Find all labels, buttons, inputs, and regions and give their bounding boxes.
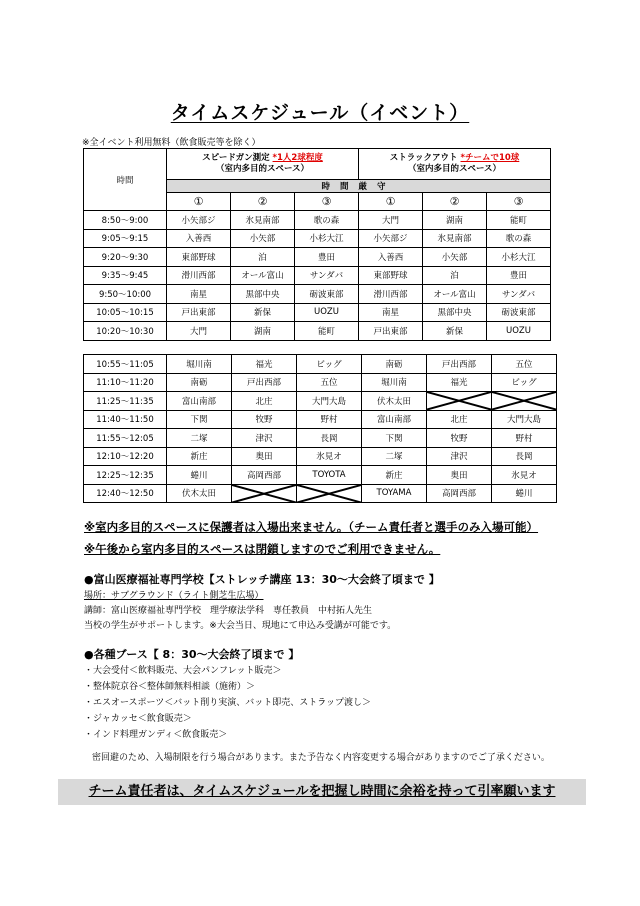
stretch-place: 場所：サブグラウンド（ライト側芝生広場） (84, 591, 264, 601)
struck-out-header (359, 149, 551, 180)
team-cell: 牧野 (232, 410, 297, 429)
table-row (84, 484, 557, 503)
team-cell: 富山南部 (362, 410, 427, 429)
team-cell: 新保 (231, 303, 295, 322)
slot-label: ③ (487, 193, 551, 211)
team-cell: 滑川西部 (167, 266, 231, 285)
team-cell: 湖南 (231, 322, 295, 341)
booth-item: ・インド料理ガンディ＜飲食販売＞ (84, 730, 228, 740)
team-cell: 豊田 (295, 248, 359, 267)
team-cell: ビッグ (492, 373, 557, 392)
team-cell: オール富山 (423, 285, 487, 304)
table-row (84, 211, 551, 230)
team-cell: 伏木太田 (362, 392, 427, 411)
speed-gun-place: （室内多目的スペース） (215, 164, 310, 174)
table-row (84, 466, 557, 485)
table-row (84, 429, 557, 448)
time-cell: 9:20～9:30 (84, 248, 167, 267)
team-cell: 戸出西部 (232, 373, 297, 392)
team-cell: 入善西 (167, 229, 231, 248)
team-cell: 長岡 (297, 429, 362, 448)
stretch-support: 当校の学生がサポートします。※大会当日、現地にて申込み受講が可能です。 (84, 621, 397, 631)
struck-out-place: （室内多目的スペース） (407, 164, 502, 174)
time-cell: 11:10～11:20 (84, 373, 167, 392)
team-cell: 能町 (487, 211, 551, 230)
struck-out-name: ストラックアウト (389, 153, 458, 163)
team-cell: 氷見オ (492, 466, 557, 485)
time-cell: 10:55～11:05 (84, 355, 167, 374)
free-note: ※全イベント利用無料（飲食販売等を除く） (82, 138, 261, 148)
time-cell: 10:20～10:30 (84, 322, 167, 341)
team-cell: 氷見オ (297, 447, 362, 466)
table-row (84, 266, 551, 285)
team-cell: 豊田 (487, 266, 551, 285)
stretch-lecturer: 講師：富山医療福祉専門学校 理学療法学科 専任教員 中村拓人先生 (84, 606, 373, 616)
table-row (84, 303, 551, 322)
team-cell: 大門 (359, 211, 423, 230)
team-cell: UOZU (295, 303, 359, 322)
schedule-table-late (83, 354, 557, 503)
time-cell: 11:25～11:35 (84, 392, 167, 411)
footer-note: 密回避のため、入場制限を行う場合があります。また予告なく内容変更する場合がありますのでご了承ください。 (92, 753, 550, 763)
time-cell: 9:05～9:15 (84, 229, 167, 248)
team-cell: 福光 (427, 373, 492, 392)
page-title: タイムスケジュール（イベント） (170, 102, 470, 124)
stretch-heading: ●富山医療福祉専門学校【ストレッチ講座 13：30～大会終了頃まで 】 (84, 573, 440, 586)
team-cell: 砺波東部 (295, 285, 359, 304)
team-cell: 新庄 (167, 447, 232, 466)
team-cell: 戸出東部 (167, 303, 231, 322)
team-cell: 伏木太田 (167, 484, 232, 503)
booths-heading: ●各種ブース【 8：30～大会終了頃まで 】 (84, 648, 300, 661)
team-cell: 東部野球 (359, 266, 423, 285)
slot-label: ② (231, 193, 295, 211)
time-cell: 12:10～12:20 (84, 447, 167, 466)
team-cell: 蜷川 (167, 466, 232, 485)
time-cell: 9:35～9:45 (84, 266, 167, 285)
team-cell: 黒部中央 (423, 303, 487, 322)
team-cell: 野村 (297, 410, 362, 429)
slot-label: ① (167, 193, 231, 211)
team-cell: 大門 (167, 322, 231, 341)
team-cell: 小杉大江 (295, 229, 359, 248)
team-cell: 奥田 (427, 466, 492, 485)
team-cell: 氷見南部 (423, 229, 487, 248)
team-cell: 砺波東部 (487, 303, 551, 322)
slot-label: ② (423, 193, 487, 211)
team-cell: 黒部中央 (231, 285, 295, 304)
team-cell: 南星 (359, 303, 423, 322)
table-row (84, 248, 551, 267)
time-cell: 10:05～10:15 (84, 303, 167, 322)
team-cell: 小矢部ジ (167, 211, 231, 230)
team-cell: 長岡 (492, 447, 557, 466)
team-cell: 下関 (362, 429, 427, 448)
team-cell: 五位 (492, 355, 557, 374)
team-cell: 能町 (295, 322, 359, 341)
team-cell: 南星 (167, 285, 231, 304)
table-row (84, 373, 557, 392)
team-cell: 小矢部 (231, 229, 295, 248)
team-cell: 新保 (423, 322, 487, 341)
unavailable-cell (297, 484, 362, 503)
team-cell: 小矢部ジ (359, 229, 423, 248)
team-cell: 二塚 (167, 429, 232, 448)
speed-gun-header (167, 149, 359, 180)
warning-closed: ※午後から室内多目的スペースは閉鎖しますのでご利用できません。 (84, 542, 441, 556)
team-cell: 滑川西部 (359, 285, 423, 304)
team-cell: 戸出東部 (359, 322, 423, 341)
team-cell: 新庄 (362, 466, 427, 485)
team-cell: サンダバ (487, 285, 551, 304)
team-cell: 歌の森 (295, 211, 359, 230)
team-cell: 北庄 (232, 392, 297, 411)
team-cell: 南砺 (167, 373, 232, 392)
team-cell: 富山南部 (167, 392, 232, 411)
struck-out-note: *チームで10球 (460, 153, 520, 163)
time-cell: 12:40～12:50 (84, 484, 167, 503)
table-row (84, 322, 551, 341)
team-cell: 津沢 (232, 429, 297, 448)
table-row (84, 285, 551, 304)
team-cell: 湖南 (423, 211, 487, 230)
team-cell: 歌の森 (487, 229, 551, 248)
team-cell: 南砺 (362, 355, 427, 374)
slot-label: ① (359, 193, 423, 211)
team-cell: オール富山 (231, 266, 295, 285)
table-row (84, 392, 557, 411)
team-cell: 入善西 (359, 248, 423, 267)
booth-item: ・大会受付＜飲料販売、大会パンフレット販売＞ (84, 666, 282, 676)
speed-gun-name: スピードガン測定 (202, 153, 270, 163)
booth-item: ・エスオースポーツ＜バット削り実演、バット即売、ストラップ渡し＞ (84, 698, 372, 708)
table-row (84, 229, 551, 248)
table-row (84, 410, 557, 429)
team-cell: 高岡西部 (232, 466, 297, 485)
team-cell: 奥田 (232, 447, 297, 466)
team-cell: 五位 (297, 373, 362, 392)
team-cell: 泊 (423, 266, 487, 285)
strict-time-label: 時間厳守 (167, 180, 551, 193)
team-cell: 蜷川 (492, 484, 557, 503)
team-cell: 二塚 (362, 447, 427, 466)
team-cell: 高岡西部 (427, 484, 492, 503)
team-cell: 戸出西部 (427, 355, 492, 374)
unavailable-cell (427, 392, 492, 411)
unavailable-cell (232, 484, 297, 503)
team-cell: TOYAMA (362, 484, 427, 503)
team-cell: 福光 (232, 355, 297, 374)
leader-banner: チーム責任者は、タイムスケジュールを把握し時間に余裕を持って引率願います (58, 779, 586, 805)
team-cell: サンダバ (295, 266, 359, 285)
team-cell: UOZU (487, 322, 551, 341)
time-cell: 9:50～10:00 (84, 285, 167, 304)
schedule-table-morning (83, 148, 551, 341)
time-header: 時間 (84, 149, 167, 211)
team-cell: 大門大島 (492, 410, 557, 429)
time-cell: 11:40～11:50 (84, 410, 167, 429)
table-row (84, 355, 557, 374)
team-cell: 堀川南 (167, 355, 232, 374)
team-cell: 牧野 (427, 429, 492, 448)
team-cell: 東部野球 (167, 248, 231, 267)
team-cell: 小矢部 (423, 248, 487, 267)
time-cell: 11:55～12:05 (84, 429, 167, 448)
booth-item: ・ジャカッセ＜飲食販売＞ (84, 714, 192, 724)
table-row (84, 447, 557, 466)
team-cell: TOYOTA (297, 466, 362, 485)
unavailable-cell (492, 392, 557, 411)
team-cell: ビッグ (297, 355, 362, 374)
team-cell: 泊 (231, 248, 295, 267)
time-cell: 12:25～12:35 (84, 466, 167, 485)
team-cell: 氷見南部 (231, 211, 295, 230)
team-cell: 下関 (167, 410, 232, 429)
warning-parents: ※室内多目的スペースに保護者は入場出来ません。（チーム責任者と選手のみ入場可能） (84, 520, 539, 534)
speed-gun-note: *1人2球程度 (272, 153, 323, 163)
team-cell: 大門大島 (297, 392, 362, 411)
time-cell: 8:50～9:00 (84, 211, 167, 230)
team-cell: 堀川南 (362, 373, 427, 392)
team-cell: 津沢 (427, 447, 492, 466)
team-cell: 北庄 (427, 410, 492, 429)
slot-label: ③ (295, 193, 359, 211)
team-cell: 野村 (492, 429, 557, 448)
team-cell: 小杉大江 (487, 248, 551, 267)
booth-item: ・整体院京谷＜整体師無料相談（施術）＞ (84, 682, 256, 692)
